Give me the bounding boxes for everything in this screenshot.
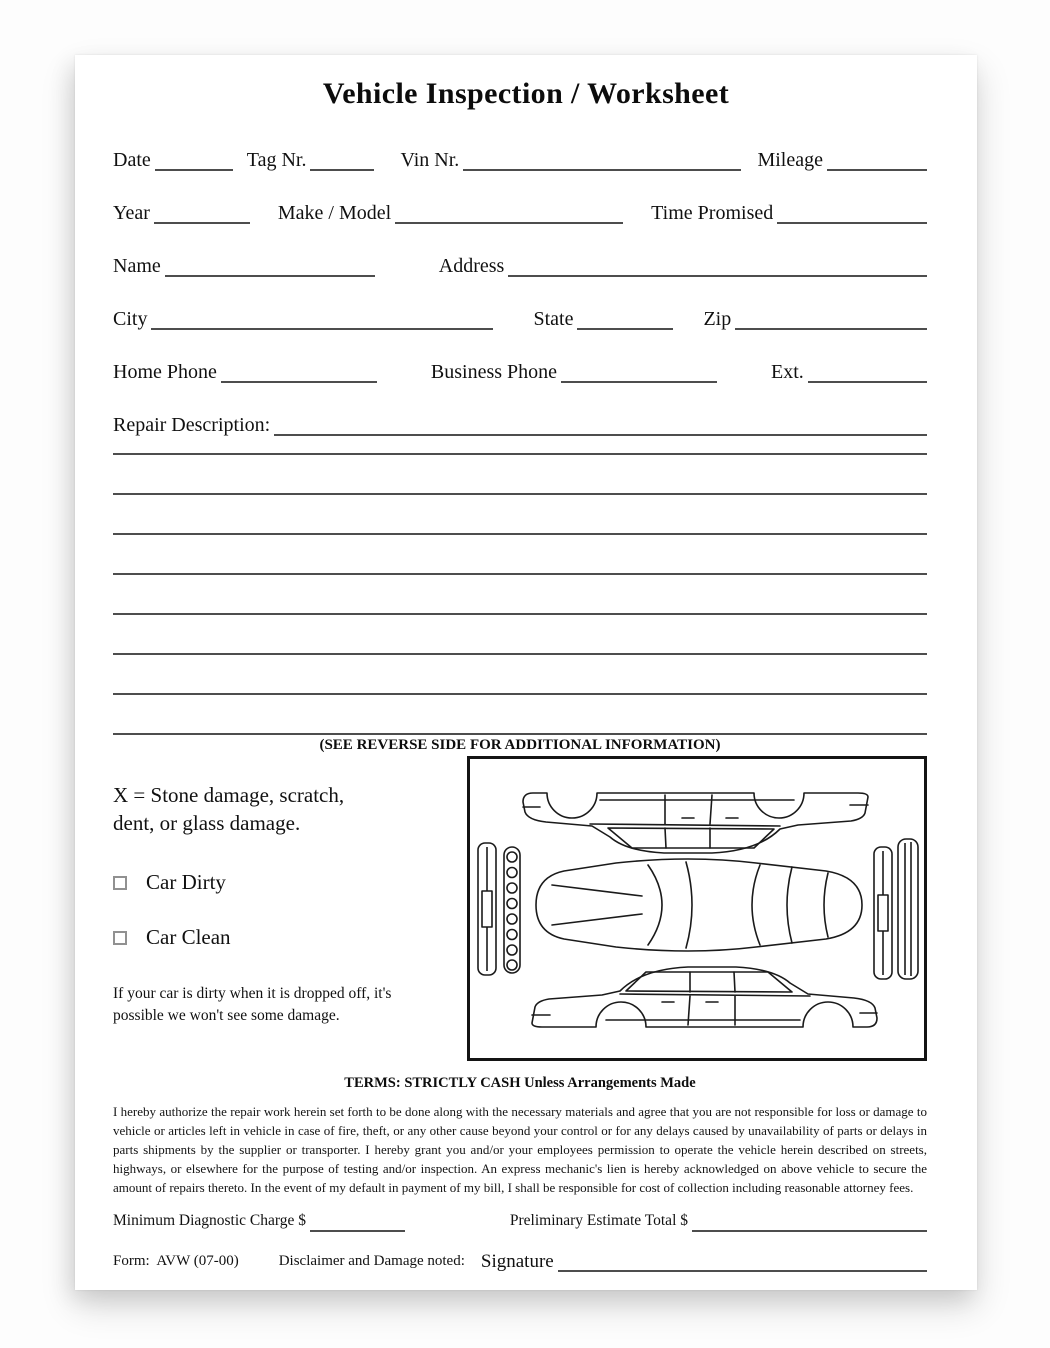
ext-input-line[interactable] bbox=[808, 367, 927, 383]
repair-line-5[interactable] bbox=[113, 613, 927, 615]
repair-line-6[interactable] bbox=[113, 653, 927, 655]
form-title: Vehicle Inspection / Worksheet bbox=[322, 77, 730, 110]
row-year-make-time bbox=[113, 198, 927, 224]
mileage-input-line[interactable] bbox=[827, 155, 927, 171]
date-label: Date bbox=[113, 149, 151, 171]
car-damage-diagram[interactable] bbox=[467, 756, 927, 1061]
damage-legend: X = Stone damage, scratch, dent, or glass damage. bbox=[113, 783, 345, 835]
terms-line: TERMS: STRICTLY CASH Unless Arrangements Made bbox=[344, 1075, 696, 1091]
car-upper-side-view-inverted[interactable] bbox=[523, 793, 868, 853]
car-clean-checkbox-row[interactable] bbox=[113, 925, 453, 950]
address-input-line[interactable] bbox=[508, 261, 927, 277]
legal-paragraph: I hereby authorize the repair work herein set forth to be done along with the necessary materials and agree that you are not responsible for loss or damage to vehicle or articles left in vehicle in case of fire, theft, or any other cause beyond your control or for any delays caused by unavailability of parts or delays in parts shipments by the supplier or transporter. I hereby grant you and/or your employees permission to operate the vehicle herein described on streets, highways, or elsewhere for the purpose of testing and/or inspection. An express mechanic's lien is hereby acknowledged on above vehicle to secure the amount of repairs thereto. In the event of my default in payment of my bill, I shall be responsible for cost of collection including reasonable attorney fees. bbox=[113, 1104, 927, 1196]
car-lower-side-view[interactable] bbox=[532, 967, 877, 1027]
city-input-line[interactable] bbox=[151, 314, 493, 330]
preliminary-estimate-label: Preliminary Estimate Total $ bbox=[509, 1211, 688, 1229]
row-form-signature bbox=[113, 1246, 927, 1272]
year-label: Year bbox=[113, 202, 150, 224]
zip-input-line[interactable] bbox=[735, 314, 927, 330]
dirty-car-note: If your car is dirty when it is dropped off, it's possible we won't see some damage. bbox=[113, 985, 392, 1025]
time-promised-input-line[interactable] bbox=[777, 208, 927, 224]
row-charges bbox=[113, 1210, 927, 1232]
rear-bumper-strips[interactable] bbox=[874, 839, 918, 979]
repair-line-1[interactable] bbox=[113, 453, 927, 455]
form-number-label: Form: AVW (07-00) bbox=[113, 1252, 239, 1269]
repair-line-4[interactable] bbox=[113, 573, 927, 575]
preliminary-estimate-line[interactable] bbox=[692, 1216, 927, 1232]
damage-section bbox=[113, 756, 927, 1061]
disclaimer-label: Disclaimer and Damage noted: bbox=[278, 1252, 465, 1269]
vin-nr-input-line[interactable] bbox=[463, 155, 741, 171]
time-promised-label: Time Promised bbox=[651, 202, 774, 224]
car-top-plan-view[interactable] bbox=[536, 859, 862, 951]
home-phone-label: Home Phone bbox=[113, 361, 217, 383]
zip-label: Zip bbox=[703, 308, 732, 330]
vin-nr-label: Vin Nr. bbox=[400, 149, 460, 171]
year-input-line[interactable] bbox=[154, 208, 250, 224]
signature-line[interactable] bbox=[558, 1256, 927, 1272]
business-phone-input-line[interactable] bbox=[561, 367, 717, 383]
address-label: Address bbox=[438, 255, 505, 277]
row-name-address bbox=[113, 251, 927, 277]
ext-label: Ext. bbox=[771, 361, 804, 383]
car-clean-checkbox[interactable] bbox=[113, 931, 127, 945]
car-dirty-checkbox-row[interactable] bbox=[113, 870, 453, 895]
car-clean-label: Car Clean bbox=[146, 925, 231, 950]
car-dirty-label: Car Dirty bbox=[146, 870, 226, 895]
state-label: State bbox=[533, 308, 574, 330]
home-phone-input-line[interactable] bbox=[221, 367, 377, 383]
min-diagnostic-charge-line[interactable] bbox=[310, 1216, 405, 1232]
reverse-side-note: (SEE REVERSE SIDE FOR ADDITIONAL INFORMATION) bbox=[319, 737, 721, 753]
repair-description-label: Repair Description: bbox=[113, 414, 271, 436]
car-dirty-checkbox[interactable] bbox=[113, 876, 127, 890]
worksheet-paper bbox=[75, 55, 977, 1290]
repair-line-8[interactable] bbox=[113, 733, 927, 735]
row-date-tag-vin-mileage bbox=[113, 145, 927, 171]
name-input-line[interactable] bbox=[165, 261, 375, 277]
repair-line-2[interactable] bbox=[113, 493, 927, 495]
front-bumper-strips[interactable] bbox=[478, 843, 520, 975]
repair-description-input-line[interactable] bbox=[274, 420, 927, 436]
tag-nr-input-line[interactable] bbox=[310, 155, 374, 171]
make-model-label: Make / Model bbox=[277, 202, 392, 224]
row-city-state-zip bbox=[113, 304, 927, 330]
car-outline-views-icon[interactable] bbox=[470, 759, 924, 1058]
damage-left-column bbox=[113, 756, 453, 1061]
business-phone-label: Business Phone bbox=[430, 361, 558, 383]
repair-description-writing-area bbox=[113, 453, 927, 735]
min-diagnostic-charge-label: Minimum Diagnostic Charge $ bbox=[113, 1211, 307, 1229]
row-phones-ext bbox=[113, 357, 927, 383]
row-repair-description bbox=[113, 410, 927, 436]
make-model-input-line[interactable] bbox=[395, 208, 623, 224]
tag-nr-label: Tag Nr. bbox=[246, 149, 307, 171]
signature-label: Signature bbox=[480, 1250, 554, 1272]
mileage-label: Mileage bbox=[757, 149, 823, 171]
name-label: Name bbox=[113, 255, 161, 277]
city-label: City bbox=[113, 308, 148, 330]
form-content bbox=[75, 145, 977, 1272]
state-input-line[interactable] bbox=[577, 314, 673, 330]
date-input-line[interactable] bbox=[155, 155, 233, 171]
repair-line-3[interactable] bbox=[113, 533, 927, 535]
repair-line-7[interactable] bbox=[113, 693, 927, 695]
